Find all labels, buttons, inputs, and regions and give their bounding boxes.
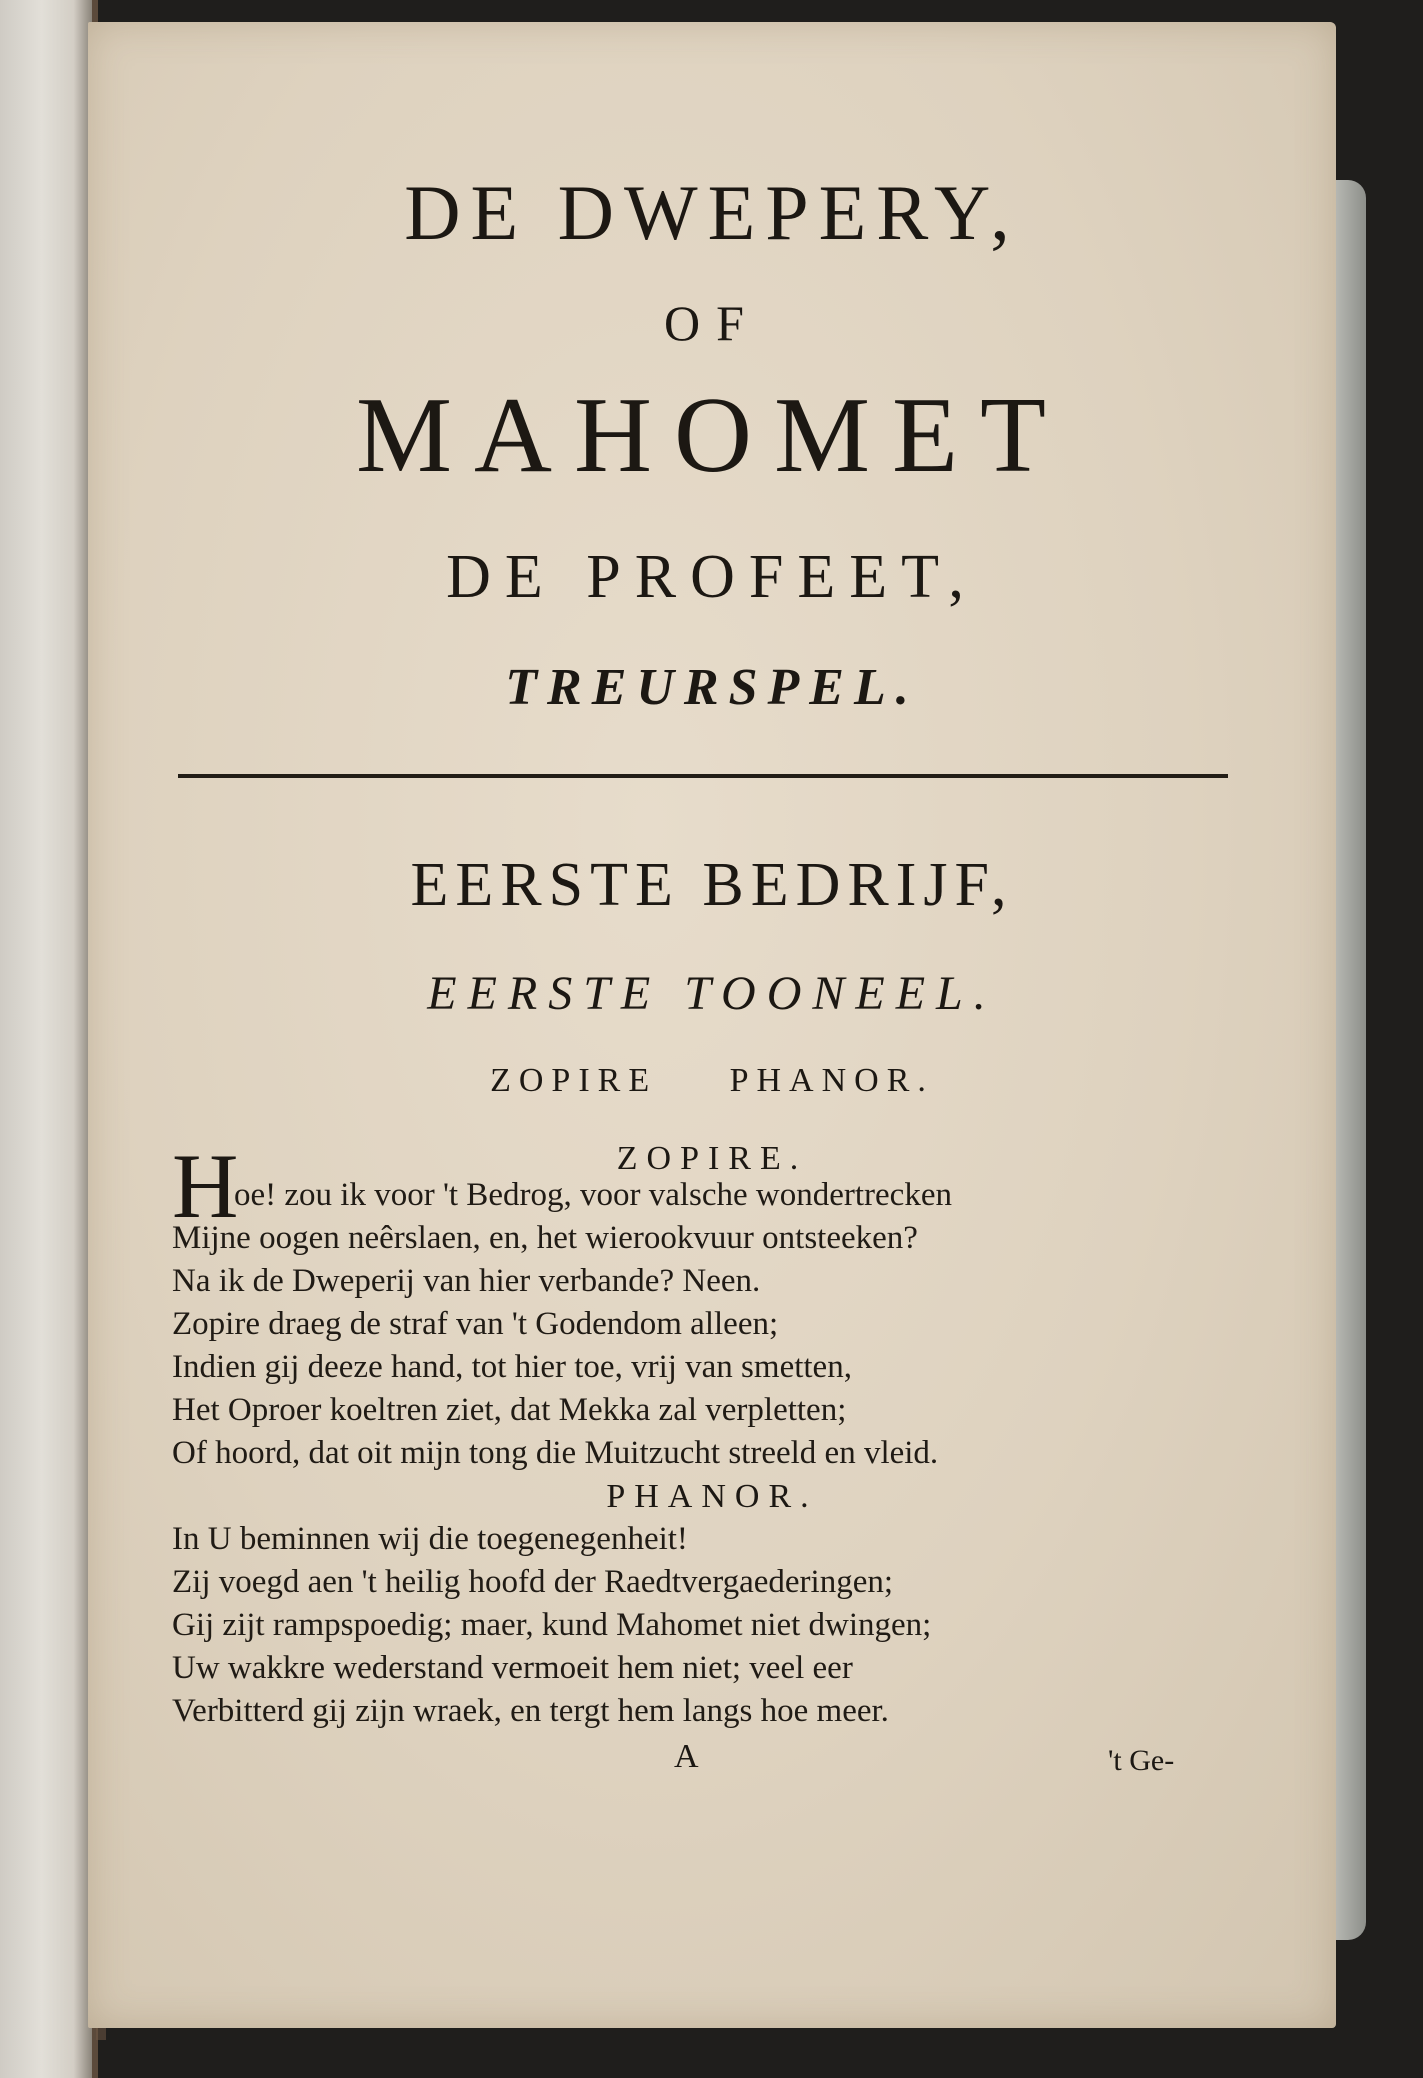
verse-line: Mijne oogen neêrslaen, en, het wierookvuur ontsteeken? — [172, 1220, 918, 1256]
verse-line: Na ik de Dweperij van hier verbande? Neen. — [172, 1263, 761, 1299]
speaker-label-1: ZOPIRE. — [616, 1140, 808, 1177]
verse-line: oe! zou ik voor 't Bedrog, voor valsche wondertrecken — [234, 1177, 952, 1213]
verse-line: Of hoord, dat oit mijn tong die Muitzucht streeld en vleid. — [172, 1435, 939, 1471]
cast-name-2: PHANOR. — [729, 1062, 934, 1099]
verse-line: In U beminnen wij die toegenegenheit! — [172, 1521, 688, 1557]
cast-list — [88, 1062, 1336, 1100]
catchword: 't Ge- — [1108, 1744, 1175, 1777]
title-subtitle: TREURSPEL. — [505, 659, 919, 716]
verse-line: Verbitterd gij zijn wraek, en tergt hem langs hoe meer. — [172, 1693, 889, 1729]
verse-line: Indien gij deeze hand, tot hier toe, vrij van smetten, — [172, 1349, 852, 1385]
speech-1-verses — [172, 1174, 1232, 1475]
scene-heading: EERSTE TOONEEL. — [427, 967, 997, 1020]
title-line-3: MAHOMET — [356, 376, 1068, 495]
title-line-4: DE PROFEET, — [446, 543, 978, 611]
verse-line: Zopire draeg de straf van 't Godendom alleen; — [172, 1306, 779, 1342]
verse-line: Uw wakkre wederstand vermoeit hem niet; veel eer — [172, 1650, 853, 1686]
verse-line: Zij voegd aen 't heilig hoofd der Raedtvergaederingen; — [172, 1564, 894, 1600]
speaker-label-2: PHANOR. — [606, 1478, 818, 1515]
verse-line: Gij zijt rampspoedig; maer, kund Mahomet niet dwingen; — [172, 1607, 932, 1643]
book-page — [88, 22, 1336, 2028]
speech-2-verses — [172, 1518, 1232, 1733]
title-line-2: OF — [664, 295, 760, 351]
verse-line: Het Oproer koeltren ziet, dat Mekka zal verpletten; — [172, 1392, 847, 1428]
act-heading: EERSTE BEDRIJF, — [410, 851, 1014, 919]
left-page-edge — [0, 0, 98, 2078]
divider-rule — [178, 774, 1228, 778]
drop-capital: H — [172, 1135, 239, 1237]
title-line-1: DE DWEPERY, — [404, 169, 1020, 256]
signature-mark: A — [674, 1738, 699, 1775]
cast-name-1: ZOPIRE — [490, 1062, 658, 1099]
